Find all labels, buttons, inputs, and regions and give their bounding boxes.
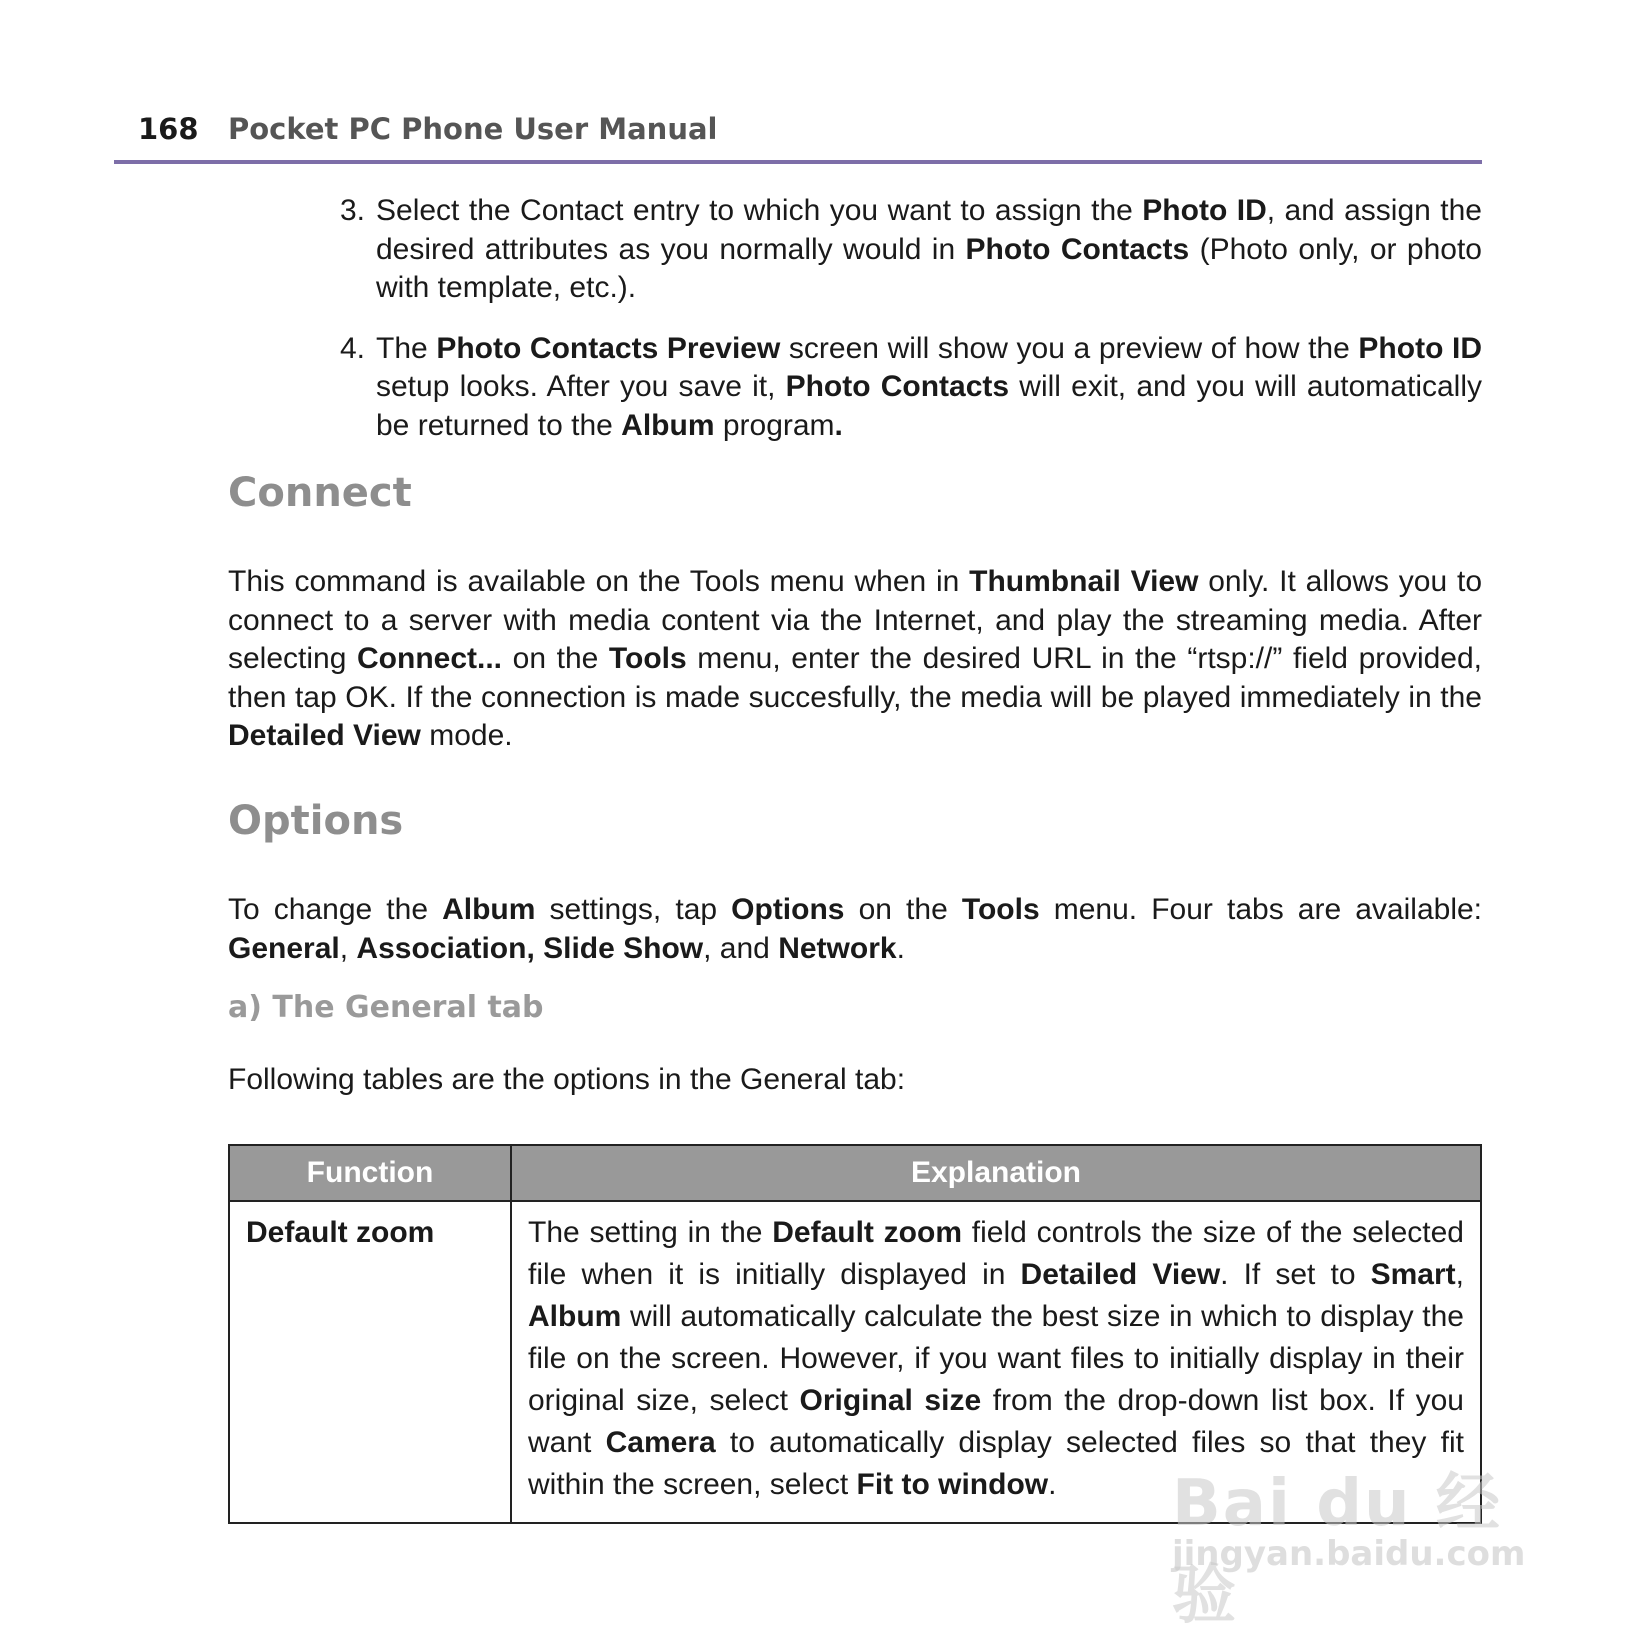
bold-term: Default zoom: [772, 1216, 962, 1249]
bold-term: Network: [778, 931, 897, 965]
step-number: 3.: [340, 194, 366, 227]
step-item: [340, 330, 1482, 446]
step-number: 4.: [340, 331, 366, 365]
connect-heading: Connect: [228, 470, 412, 516]
table-row: [229, 1201, 1481, 1523]
bold-term: Options: [731, 893, 845, 926]
bold-term: Photo Contacts: [785, 370, 1010, 403]
text-run: , and assign the desired attributes as you normally would in: [376, 194, 1482, 266]
text-run: program: [714, 408, 835, 442]
general-tab-subheading: a) The General tab: [228, 990, 544, 1025]
bold-term: Original size: [799, 1384, 982, 1417]
bold-term: Photo ID: [1358, 331, 1483, 365]
text-run: (Photo only, or photo with template, etc.).: [376, 232, 1482, 304]
bold-term: Album: [528, 1300, 622, 1333]
steps-list: [340, 192, 1482, 467]
step-text: [376, 194, 1482, 304]
text-run: mode.: [420, 719, 513, 752]
step-text: [376, 332, 1482, 442]
text-run: The setting in the: [528, 1216, 773, 1249]
text-run: field controls the size of the selected file when it is initially displayed in: [528, 1216, 1464, 1291]
function-cell: Default zoom: [229, 1201, 511, 1523]
text-run: .: [896, 931, 905, 965]
connect-paragraph: [228, 563, 1482, 756]
manual-title: Pocket PC Phone User Manual: [228, 112, 718, 146]
bold-term: Fit to window: [856, 1468, 1049, 1501]
bold-term: Detailed View: [1020, 1258, 1221, 1291]
bold-term: Thumbnail View: [969, 565, 1199, 598]
table-intro: Following tables are the options in the General tab:: [228, 1063, 906, 1096]
text-run: The: [376, 331, 437, 365]
table-header-row: [229, 1145, 1481, 1201]
column-header-function: Function: [229, 1145, 511, 1201]
watermark-brand: Bai du 经验: [1172, 1467, 1502, 1633]
text-run: only. It allows you to connect to a server with media content via the Internet, and play the streaming media. After selecting: [228, 565, 1482, 675]
text-run: .: [1048, 1468, 1057, 1501]
text-run: . If set to: [1220, 1258, 1371, 1291]
options-heading: Options: [228, 798, 404, 844]
text-run: ,: [339, 931, 357, 965]
text-run: screen will show you a preview of how the: [780, 331, 1359, 365]
bold-term: Photo ID: [1142, 194, 1267, 227]
text-run: menu, enter the desired URL in the “rtsp://” field provided, then tap OK. If the connection is made succesfully, the media will be played immediately in the: [228, 642, 1482, 714]
bold-term: Detailed View: [228, 719, 421, 752]
text-run: menu. Four tabs are available:: [1039, 893, 1483, 926]
text-run: settings, tap: [535, 893, 732, 926]
explanation-cell: [511, 1201, 1481, 1523]
text-run: on the: [502, 642, 609, 675]
bold-term: Tools: [608, 642, 687, 675]
text-run: will automatically calculate the best size in which to display the file on the screen. However, if you want files to initially display in their original size, select: [528, 1300, 1464, 1417]
bold-term: Smart: [1370, 1258, 1456, 1291]
text-run: to automatically display selected files so that they fit within the screen, select: [528, 1426, 1464, 1501]
bold-term: Camera: [605, 1426, 716, 1459]
text-run: Select the Contact entry to which you want to assign the: [376, 194, 1143, 227]
text-run: will exit, and you will automatically be returned to the: [376, 370, 1483, 442]
page-number: 168: [138, 112, 199, 146]
bold-term: Photo Contacts: [965, 232, 1190, 266]
text-run: , and: [703, 931, 779, 965]
text-run: This command is available on the Tools menu when in: [228, 565, 970, 598]
bold-term: Album: [442, 893, 536, 926]
options-paragraph: [228, 891, 1482, 968]
watermark-url: jingyan.baidu.com: [1172, 1534, 1526, 1574]
general-options-table: [228, 1144, 1482, 1524]
bold-term: .: [834, 408, 843, 442]
text-run: To change the: [228, 893, 443, 926]
text-run: setup looks. After you save it,: [376, 370, 786, 403]
bold-term: Album: [621, 408, 715, 442]
step-item: [340, 192, 1482, 308]
text-run: on the: [844, 893, 962, 926]
bold-term: Photo Contacts Preview: [436, 331, 781, 365]
bold-term: General: [228, 931, 340, 965]
bold-term: Tools: [961, 893, 1040, 926]
bold-term: Connect...: [357, 642, 503, 675]
column-header-explanation: Explanation: [511, 1145, 1481, 1201]
text-run: from the drop-down list box. If you want: [528, 1384, 1464, 1459]
bold-term: Association, Slide Show: [356, 931, 704, 965]
page-header: [114, 112, 1482, 164]
text-run: ,: [1455, 1258, 1464, 1291]
